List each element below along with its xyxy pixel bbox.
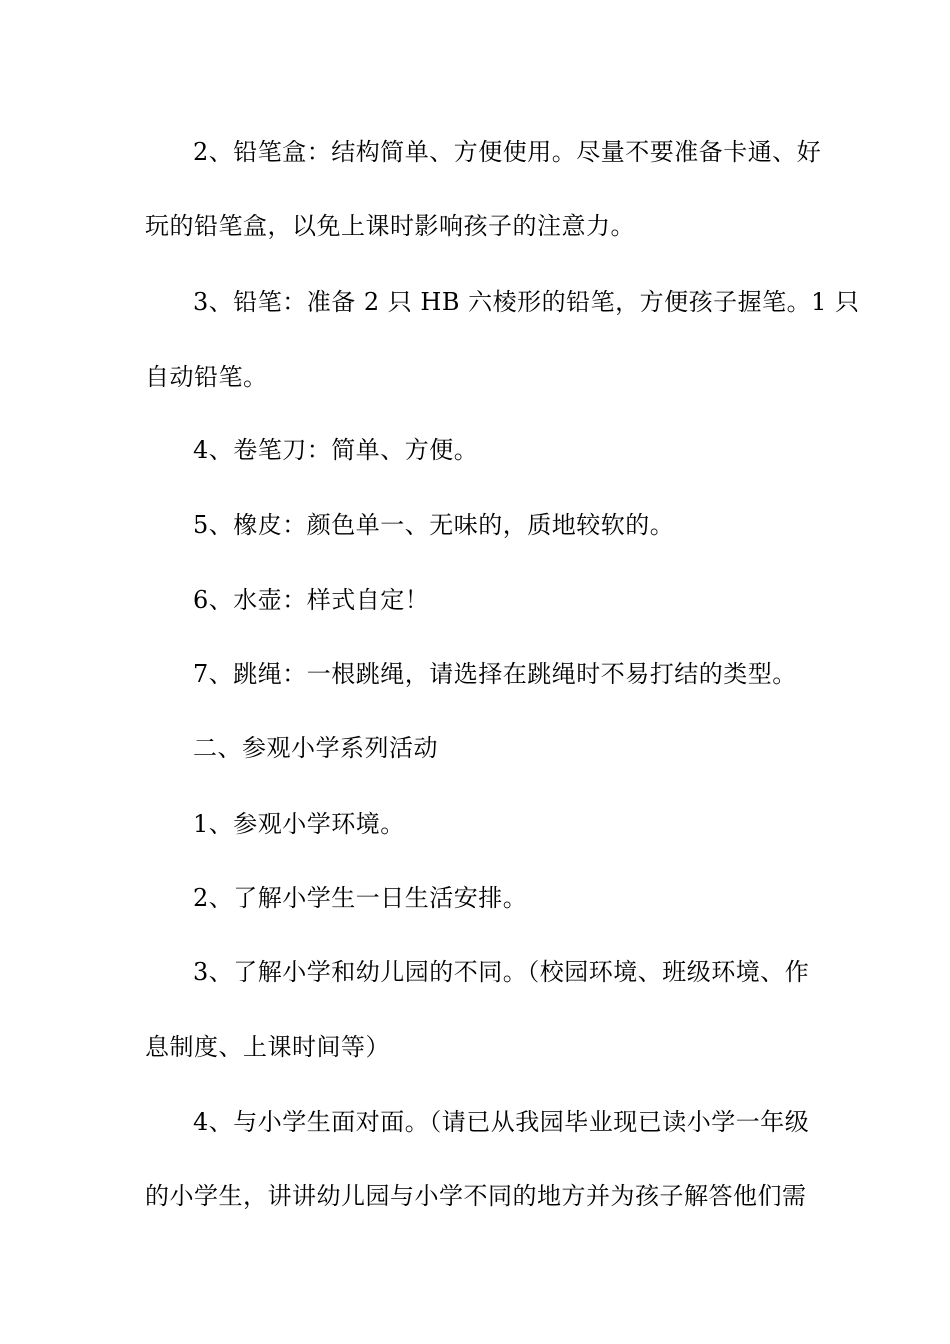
paragraph-meet-students-line-2: 的小学生，讲讲幼儿园与小学不同的地方并为孩子解答他们需	[145, 1182, 807, 1210]
paragraph-pencil-case-line-2: 玩的铅笔盒，以免上课时影响孩子的注意力。	[145, 212, 635, 240]
paragraph-daily-schedule: 2、了解小学生一日生活安排。	[193, 884, 528, 912]
paragraph-differences-line-1: 3、了解小学和幼儿园的不同。（校园环境、班级环境、作	[193, 958, 810, 986]
paragraph-pencil-line-2: 自动铅笔。	[145, 363, 268, 391]
paragraph-eraser: 5、橡皮：颜色单一、无味的，质地较软的。	[193, 511, 675, 539]
paragraph-sharpener: 4、卷笔刀：简单、方便。	[193, 436, 479, 464]
paragraph-pencil-case-line-1: 2、铅笔盒：结构简单、方便使用。尽量不要准备卡通、好	[193, 138, 822, 166]
paragraph-differences-line-2: 息制度、上课时间等）	[145, 1033, 390, 1061]
section-heading-visit-school: 二、参观小学系列活动	[193, 734, 438, 762]
paragraph-water-bottle: 6、水壶：样式自定！	[193, 586, 430, 614]
paragraph-meet-students-line-1: 4、与小学生面对面。（请已从我园毕业现已读小学一年级	[193, 1108, 810, 1136]
paragraph-visit-environment: 1、参观小学环境。	[193, 810, 405, 838]
paragraph-pencil-line-1: 3、铅笔：准备 2 只 HB 六棱形的铅笔，方便孩子握笔。1 只	[193, 288, 860, 316]
paragraph-jump-rope: 7、跳绳：一根跳绳，请选择在跳绳时不易打结的类型。	[193, 660, 797, 688]
